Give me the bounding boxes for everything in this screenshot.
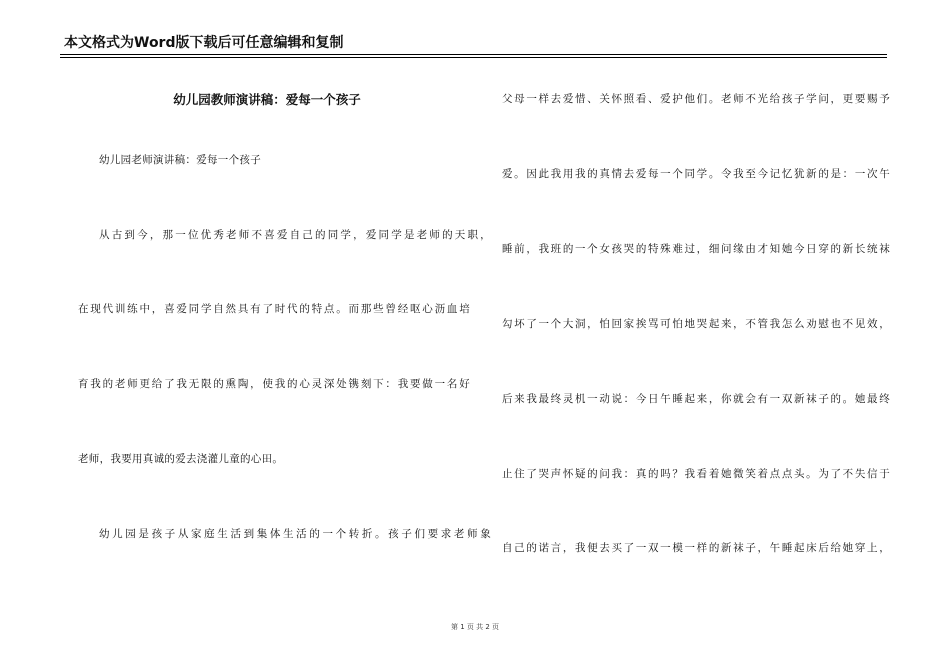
right-line-6: 止住了哭声怀疑的问我：真的吗？我看着她微笑着点点头。为了不失信于 (502, 468, 890, 480)
right-line-5: 后来我最终灵机一动说：今日午睡起来，你就会有一双新袜子的。她最终 (502, 393, 890, 405)
left-line-6: 幼儿园是孩子从家庭生活到集体生活的一个转折。孩子们要求老师象 (99, 528, 491, 540)
right-line-1: 父母一样去爱惜、关怀照看、爱护他们。老师不光给孩子学问，更要赐予 (502, 93, 890, 105)
document-header: 本文格式为Word版下载后可任意编辑和复制 (64, 35, 344, 51)
left-line-2: 从古到今，那一位优秀老师不喜爱自己的同学，爱同学是老师的天职， (99, 229, 491, 241)
right-line-3: 睡前，我班的一个女孩哭的特殊难过，细问缘由才知她今日穿的新长统袜 (502, 243, 890, 255)
header-rule-thin (60, 57, 887, 58)
left-line-4: 育我的老师更给了我无限的熏陶，使我的心灵深处镌刻下：我要做一名好 (78, 378, 470, 390)
header-rule-thick (60, 54, 887, 55)
left-line-5: 老师，我要用真诚的爱去浇灌儿童的心田。 (78, 453, 284, 465)
right-line-2: 爱。因此我用我的真情去爱每一个同学。令我至今记忆犹新的是：一次午 (502, 168, 890, 180)
document-title: 幼儿园教师演讲稿：爱每一个孩子 (173, 92, 361, 107)
page-number: 第 1 页 共 2 页 (450, 623, 500, 631)
left-line-3: 在现代训练中，喜爱同学自然具有了时代的特点。而那些曾经呕心沥血培 (78, 303, 470, 315)
right-line-4: 勾坏了一个大洞，怕回家挨骂可怕地哭起来，不管我怎么劝慰也不见效， (502, 318, 890, 330)
right-line-7: 自己的诺言，我便去买了一双一模一样的新袜子，午睡起床后给她穿上， (502, 542, 890, 554)
left-line-1: 幼儿园老师演讲稿：爱每一个孩子 (99, 154, 261, 166)
